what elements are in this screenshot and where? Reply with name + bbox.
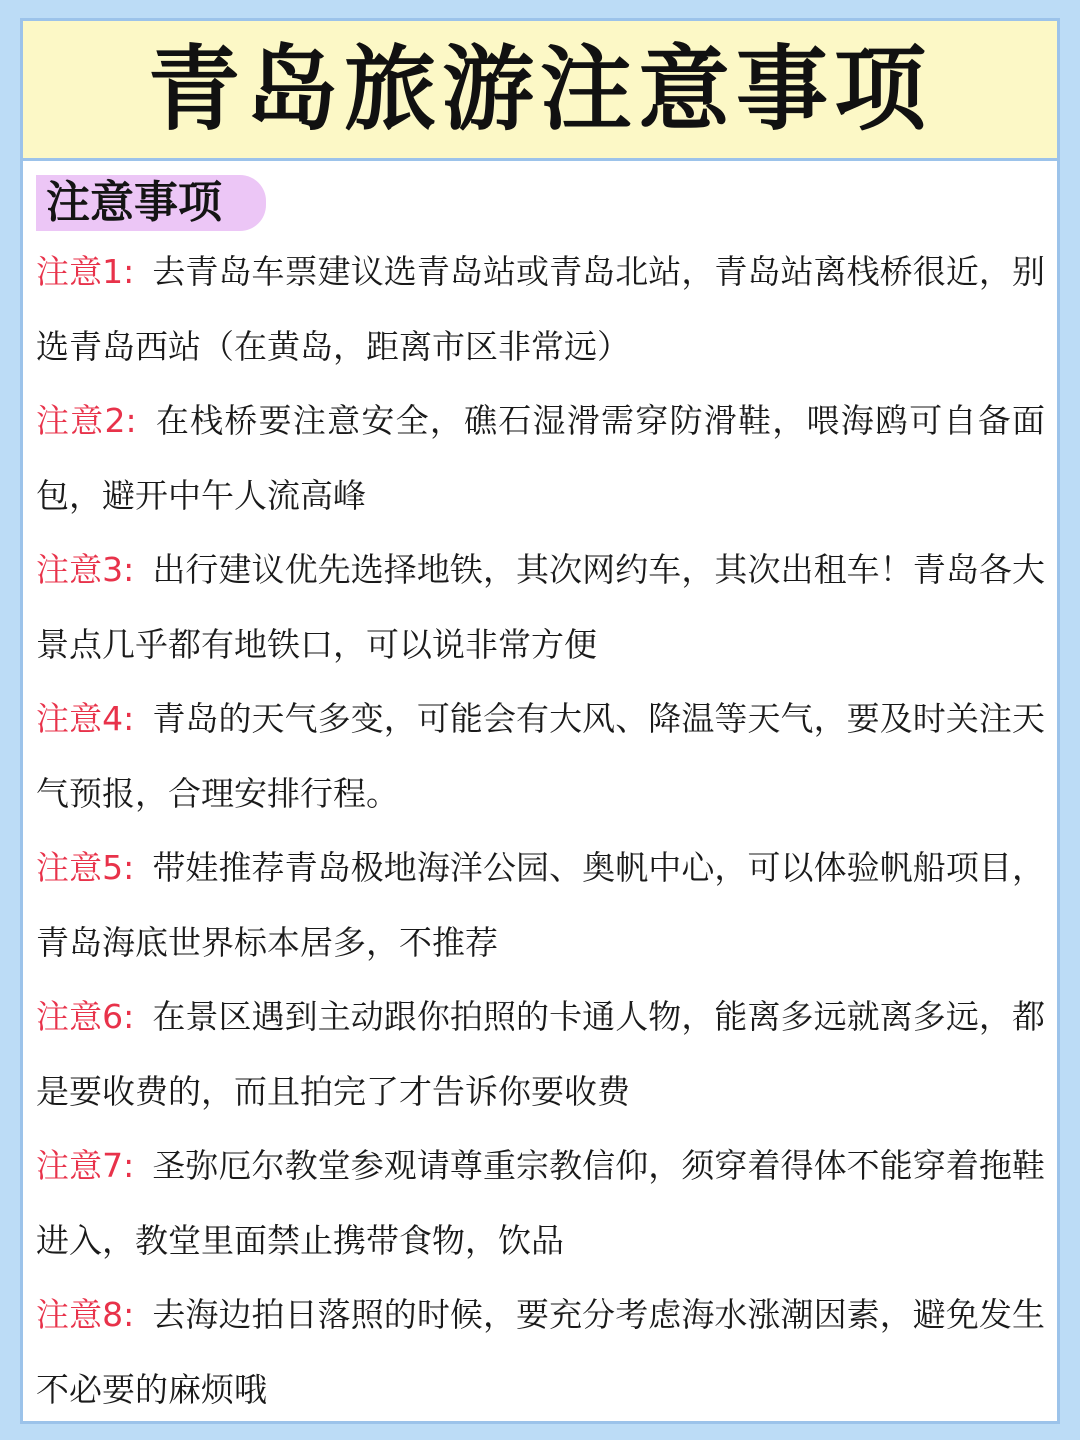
note-text: 在栈桥要注意安全，礁石湿滑需穿防滑鞋，喂海鸥可自备面包，避开中午人流高峰 <box>36 401 1045 515</box>
section-heading: 注意事项 <box>36 175 266 231</box>
notice-card <box>20 18 1060 1424</box>
note-item <box>36 533 1045 682</box>
note-label: 注意5: <box>36 848 135 888</box>
content-area <box>23 161 1057 1424</box>
note-text: 圣弥厄尔教堂参观请尊重宗教信仰，须穿着得体不能穿着拖鞋进入，教堂里面禁止携带食物，饮品 <box>36 1146 1045 1260</box>
note-text: 去青岛车票建议选青岛站或青岛北站，青岛站离栈桥很近，别选青岛西站（在黄岛，距离市区非常远） <box>36 252 1045 366</box>
note-item <box>36 682 1045 831</box>
note-item <box>36 235 1045 384</box>
note-item <box>36 980 1045 1129</box>
note-item <box>36 1129 1045 1278</box>
note-label: 注意1: <box>36 252 135 292</box>
note-text: 青岛的天气多变，可能会有大风、降温等天气，要及时关注天气预报，合理安排行程。 <box>36 699 1045 813</box>
title-banner <box>23 21 1057 161</box>
note-text: 出行建议优先选择地铁，其次网约车，其次出租车！青岛各大景点几乎都有地铁口，可以说非常方便 <box>36 550 1045 664</box>
note-text: 在景区遇到主动跟你拍照的卡通人物，能离多远就离多远，都是要收费的，而且拍完了才告诉你要收费 <box>36 997 1045 1111</box>
note-label: 注意2: <box>36 401 137 441</box>
note-label: 注意3: <box>36 550 135 590</box>
note-label: 注意6: <box>36 997 135 1037</box>
note-text: 带娃推荐青岛极地海洋公园、奥帆中心，可以体验帆船项目，青岛海底世界标本居多，不推荐 <box>36 848 1045 962</box>
note-item <box>36 384 1045 533</box>
note-text: 去海边拍日落照的时候，要充分考虑海水涨潮因素，避免发生不必要的麻烦哦 <box>36 1295 1045 1409</box>
note-label: 注意7: <box>36 1146 135 1186</box>
page-title: 青岛旅游注意事项 <box>147 35 932 143</box>
note-item <box>36 1278 1045 1424</box>
note-label: 注意4: <box>36 699 135 739</box>
note-label: 注意8: <box>36 1295 135 1335</box>
note-item <box>36 831 1045 980</box>
notes-list <box>36 235 1045 1424</box>
